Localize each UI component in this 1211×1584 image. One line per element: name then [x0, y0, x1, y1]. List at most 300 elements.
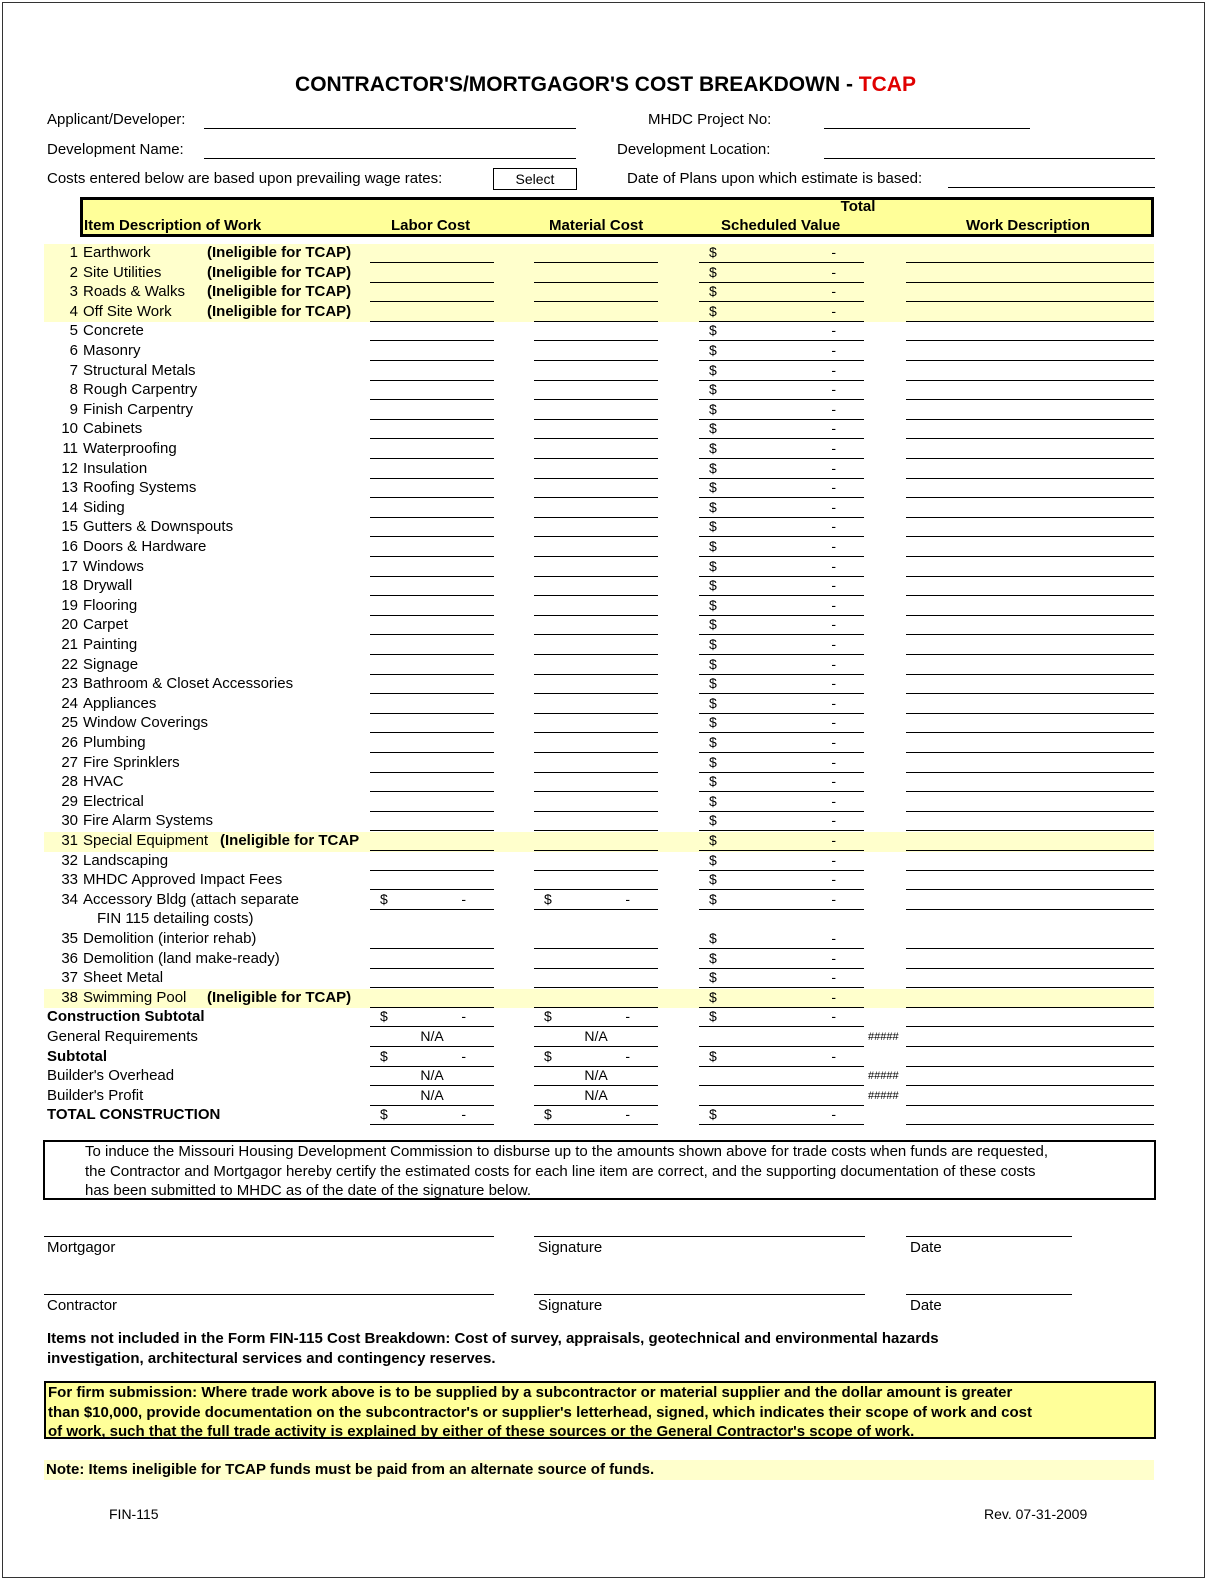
work-description-field[interactable] — [906, 577, 1154, 596]
labor-cost-na[interactable] — [370, 1028, 494, 1047]
labor-cost-field[interactable] — [370, 675, 494, 694]
work-description-field[interactable] — [906, 891, 1154, 910]
material-cost-field[interactable] — [534, 558, 658, 577]
labor-cost-field[interactable] — [370, 930, 494, 949]
table-row — [44, 342, 1154, 362]
dollar-sign: $ — [709, 263, 717, 280]
labor-cost-field[interactable] — [370, 695, 494, 714]
material-cost-field[interactable] — [534, 754, 658, 773]
table-row — [44, 793, 1154, 813]
zero-dash: - — [831, 577, 836, 594]
summary-row — [44, 1028, 1154, 1048]
labor-cost-field[interactable] — [370, 871, 494, 890]
work-description-field[interactable] — [906, 518, 1154, 537]
labor-cost-field[interactable] — [370, 440, 494, 459]
labor-cost-field[interactable] — [370, 989, 494, 1008]
zero-dash: - — [831, 753, 836, 770]
zero-dash: - — [831, 969, 836, 986]
dollar-sign: $ — [709, 577, 717, 594]
item-name: Earthwork — [83, 244, 151, 261]
item-name: HVAC — [83, 773, 124, 791]
material-cost-field[interactable] — [534, 714, 658, 733]
table-row — [44, 636, 1154, 656]
labor-cost-field[interactable] — [370, 322, 494, 341]
labor-cost-field[interactable] — [370, 656, 494, 675]
item-name: Roads & Walks — [83, 283, 185, 301]
col-work-header: Work Description — [966, 217, 1090, 234]
work-description-field[interactable] — [906, 558, 1154, 577]
labor-cost-field[interactable] — [370, 969, 494, 988]
labor-cost-na[interactable] — [370, 1067, 494, 1086]
labor-cost-field[interactable] — [370, 283, 494, 302]
total-value-field[interactable] — [699, 283, 864, 302]
work-description-field[interactable] — [906, 479, 1154, 498]
total-value-field[interactable] — [699, 616, 864, 635]
plans-date-field[interactable] — [948, 187, 1155, 188]
material-cost-field[interactable] — [534, 989, 658, 1008]
work-description-field[interactable] — [906, 714, 1154, 733]
total-value-field[interactable] — [699, 656, 864, 675]
material-cost-total[interactable] — [534, 1106, 658, 1125]
table-row — [44, 734, 1154, 754]
material-cost-field[interactable] — [534, 322, 658, 341]
labor-cost-field[interactable] — [370, 852, 494, 871]
work-description-field[interactable] — [906, 538, 1154, 557]
table-row — [44, 616, 1154, 636]
material-cost-field[interactable] — [534, 479, 658, 498]
item-name: Carpet — [83, 616, 129, 634]
mortgagor-date-line[interactable] — [906, 1236, 1072, 1237]
total-value-field[interactable] — [699, 342, 864, 361]
work-description-field[interactable] — [906, 440, 1154, 459]
work-description-field[interactable] — [906, 793, 1154, 812]
labor-cost-field[interactable] — [370, 773, 494, 792]
material-cost-na[interactable] — [534, 1067, 658, 1086]
project-no-field[interactable] — [824, 128, 1030, 129]
na-value: N/A — [584, 1028, 608, 1044]
dollar-sign: $ — [709, 832, 717, 848]
labor-cost-field[interactable] — [370, 303, 494, 322]
material-cost-field[interactable] — [534, 264, 658, 283]
total-value-field[interactable] — [699, 244, 864, 263]
labor-cost-field[interactable] — [370, 538, 494, 557]
table-row — [44, 322, 1154, 342]
labor-cost-total[interactable] — [370, 1008, 494, 1027]
work-description-field[interactable] — [906, 499, 1154, 518]
work-description-field[interactable] — [906, 1048, 1154, 1067]
certification-box — [43, 1140, 1156, 1200]
material-cost-field[interactable] — [534, 832, 658, 851]
work-description-field[interactable] — [906, 342, 1154, 361]
item-name: Concrete — [83, 322, 144, 340]
zero-dash: - — [831, 1008, 836, 1025]
dollar-sign: $ — [709, 420, 717, 437]
material-cost-field[interactable] — [534, 401, 658, 420]
labor-cost-field[interactable] — [370, 518, 494, 537]
item-name: Painting — [83, 636, 138, 653]
scheduled-value-field[interactable] — [699, 1087, 864, 1106]
dollar-sign: $ — [709, 890, 717, 907]
total-value-field[interactable] — [699, 930, 864, 949]
table-row — [44, 518, 1154, 538]
ineligible-note: (Ineligible for TCAP) — [207, 988, 352, 1006]
total-value-field[interactable] — [699, 597, 864, 616]
zero-dash: - — [831, 949, 836, 966]
zero-dash: - — [831, 616, 836, 633]
labor-cost-field[interactable] — [370, 891, 494, 910]
labor-cost-field[interactable] — [370, 264, 494, 283]
dollar-sign: $ — [709, 518, 717, 535]
total-value-field[interactable] — [699, 381, 864, 400]
zero-dash: - — [625, 1047, 630, 1064]
labor-cost-na[interactable] — [370, 1087, 494, 1106]
scheduled-value-field[interactable] — [699, 1067, 864, 1086]
work-description-field[interactable] — [906, 773, 1154, 792]
labor-cost-field[interactable] — [370, 499, 494, 518]
total-value-field[interactable] — [699, 969, 864, 988]
labor-cost-field[interactable] — [370, 362, 494, 381]
total-value-field[interactable] — [699, 734, 864, 753]
material-cost-field[interactable] — [534, 773, 658, 792]
material-cost-field[interactable] — [534, 303, 658, 322]
zero-dash: - — [831, 400, 836, 417]
total-value-field[interactable] — [699, 264, 864, 283]
work-description-field[interactable] — [906, 1028, 1154, 1047]
material-cost-na[interactable] — [534, 1028, 658, 1047]
labor-cost-field[interactable] — [370, 577, 494, 596]
work-description-field[interactable] — [906, 616, 1154, 635]
total-value-field[interactable] — [699, 479, 864, 498]
total-value-field[interactable] — [699, 754, 864, 773]
total-value-field[interactable] — [699, 675, 864, 694]
material-cost-field[interactable] — [534, 930, 658, 949]
material-cost-field[interactable] — [534, 734, 658, 753]
item-number: 4 — [69, 302, 78, 320]
table-row — [44, 558, 1154, 578]
table-row — [44, 440, 1154, 460]
dollar-sign: $ — [709, 734, 717, 750]
work-description-field[interactable] — [906, 283, 1154, 302]
zero-dash: - — [831, 1047, 836, 1064]
table-row — [44, 401, 1154, 421]
work-description-field[interactable] — [906, 401, 1154, 420]
material-cost-field[interactable] — [534, 695, 658, 714]
zero-dash: - — [831, 871, 836, 888]
title-text: CONTRACTOR'S/MORTGAGOR'S COST BREAKDOWN - — [295, 73, 859, 96]
labor-cost-field[interactable] — [370, 832, 494, 851]
material-cost-total[interactable] — [534, 1008, 658, 1027]
total-value-field[interactable] — [699, 460, 864, 479]
work-description-field[interactable] — [906, 852, 1154, 871]
table-header — [80, 197, 1154, 237]
mortgagor-label: Mortgagor — [47, 1239, 116, 1256]
item-number: 33 — [61, 871, 78, 889]
total-value-field[interactable] — [699, 362, 864, 381]
material-cost-field[interactable] — [534, 538, 658, 557]
material-cost-field[interactable] — [534, 675, 658, 694]
total-value-field[interactable] — [699, 714, 864, 733]
labor-cost-field[interactable] — [370, 734, 494, 753]
item-number: 17 — [61, 557, 78, 575]
work-description-field[interactable] — [906, 656, 1154, 675]
material-cost-field[interactable] — [534, 636, 658, 655]
dollar-sign: $ — [709, 538, 717, 554]
certification-line: the Contractor and Mortgagor hereby certify the estimated costs for each line item are correct, and the supporting documentation of these costs — [85, 1162, 1036, 1180]
labor-cost-field[interactable] — [370, 597, 494, 616]
labor-cost-field[interactable] — [370, 244, 494, 263]
contractor-sig-line[interactable] — [534, 1294, 865, 1295]
total-value-field[interactable] — [699, 420, 864, 439]
dev-name-field[interactable] — [204, 158, 576, 159]
material-cost-field[interactable] — [534, 871, 658, 890]
excluded-items-note-2: investigation, architectural services and contingency reserves. — [47, 1350, 496, 1367]
item-number: 9 — [69, 400, 78, 418]
zero-dash: - — [831, 714, 836, 731]
item-name: Accessory Bldg (attach separate — [83, 890, 299, 908]
item-number: 16 — [61, 538, 78, 555]
material-cost-field[interactable] — [534, 244, 658, 263]
total-value-field[interactable] — [699, 832, 864, 851]
labor-cost-field[interactable] — [370, 950, 494, 969]
work-description-field[interactable] — [906, 1067, 1154, 1086]
mortgagor-signature-line[interactable] — [44, 1236, 494, 1237]
dollar-sign: $ — [709, 871, 717, 888]
zero-dash: - — [831, 890, 836, 907]
total-value-field[interactable] — [699, 989, 864, 1008]
work-description-field[interactable] — [906, 1087, 1154, 1106]
table-row — [44, 852, 1154, 872]
work-description-field[interactable] — [906, 989, 1154, 1008]
contractor-signature-line[interactable] — [44, 1294, 494, 1295]
work-description-field[interactable] — [906, 734, 1154, 753]
labor-cost-field[interactable] — [370, 812, 494, 831]
overflow-hash: ##### — [868, 1070, 899, 1083]
na-value: N/A — [420, 1067, 444, 1084]
dollar-sign: $ — [380, 1008, 388, 1025]
work-description-field[interactable] — [906, 381, 1154, 400]
zero-dash: - — [831, 557, 836, 574]
contractor-label: Contractor — [47, 1297, 118, 1314]
work-description-field[interactable] — [906, 420, 1154, 439]
total-value-field[interactable] — [699, 773, 864, 792]
col-total-header-1: Total — [840, 198, 876, 215]
material-cost-field[interactable] — [534, 342, 658, 361]
total-value-field[interactable] — [699, 401, 864, 420]
total-value-field[interactable] — [699, 303, 864, 322]
item-name: Roofing Systems — [83, 479, 197, 497]
item-number: 37 — [61, 969, 78, 987]
labor-cost-field[interactable] — [370, 714, 494, 733]
labor-cost-total[interactable] — [370, 1106, 494, 1125]
applicant-field[interactable] — [204, 128, 576, 129]
work-description-field[interactable] — [906, 597, 1154, 616]
item-name: Structural Metals — [83, 361, 196, 379]
work-description-field[interactable] — [906, 362, 1154, 381]
total-value-field[interactable] — [699, 695, 864, 714]
work-description-field[interactable] — [906, 636, 1154, 655]
work-description-field[interactable] — [906, 930, 1154, 949]
total-value-field[interactable] — [699, 577, 864, 596]
dollar-sign: $ — [709, 694, 717, 711]
item-number: 14 — [61, 498, 78, 516]
wage-label: Costs entered below are based upon prevailing wage rates: — [47, 170, 443, 187]
item-number: 2 — [69, 263, 78, 281]
material-cost-field[interactable] — [534, 812, 658, 831]
item-name: Plumbing — [83, 734, 146, 751]
table-row — [44, 969, 1154, 989]
zero-dash: - — [461, 890, 466, 907]
labor-cost-field[interactable] — [370, 616, 494, 635]
total-value-field[interactable] — [699, 871, 864, 890]
material-cost-na[interactable] — [534, 1087, 658, 1106]
dollar-sign: $ — [709, 596, 717, 613]
work-description-field[interactable] — [906, 264, 1154, 283]
material-cost-field[interactable] — [534, 969, 658, 988]
labor-cost-field[interactable] — [370, 479, 494, 498]
zero-dash: - — [831, 479, 836, 496]
labor-cost-field[interactable] — [370, 342, 494, 361]
total-value-field[interactable] — [699, 793, 864, 812]
material-cost-field[interactable] — [534, 420, 658, 439]
total-value-field[interactable] — [699, 322, 864, 341]
zero-dash: - — [831, 851, 836, 868]
scheduled-value-total[interactable] — [699, 1008, 864, 1027]
material-cost-field[interactable] — [534, 440, 658, 459]
table-row — [44, 714, 1154, 734]
contractor-date-line[interactable] — [906, 1294, 1072, 1295]
table-row — [44, 597, 1154, 617]
material-cost-field[interactable] — [534, 460, 658, 479]
material-cost-field[interactable] — [534, 597, 658, 616]
dollar-sign: $ — [709, 969, 717, 986]
total-value-field[interactable] — [699, 499, 864, 518]
item-name: Signage — [83, 655, 139, 673]
scheduled-value-total[interactable] — [699, 1106, 864, 1125]
labor-cost-field[interactable] — [370, 793, 494, 812]
item-number: 21 — [61, 636, 78, 653]
work-description-field[interactable] — [906, 950, 1154, 969]
scheduled-value-field[interactable] — [699, 1028, 864, 1047]
item-name: Waterproofing — [83, 440, 177, 457]
total-value-field[interactable] — [699, 558, 864, 577]
labor-cost-field[interactable] — [370, 754, 494, 773]
material-cost-field[interactable] — [534, 577, 658, 596]
table-row — [44, 832, 1154, 852]
material-cost-field[interactable] — [534, 793, 658, 812]
work-description-field[interactable] — [906, 675, 1154, 694]
material-cost-field[interactable] — [534, 616, 658, 635]
work-description-field[interactable] — [906, 1106, 1154, 1125]
work-description-field[interactable] — [906, 460, 1154, 479]
table-row — [44, 264, 1154, 284]
labor-cost-field[interactable] — [370, 401, 494, 420]
item-name: Doors & Hardware — [83, 538, 207, 555]
item-number: 22 — [61, 655, 78, 673]
work-description-field[interactable] — [906, 695, 1154, 714]
total-value-field[interactable] — [699, 518, 864, 537]
material-cost-field[interactable] — [534, 362, 658, 381]
work-description-field[interactable] — [906, 812, 1154, 831]
labor-cost-field[interactable] — [370, 636, 494, 655]
item-number: 27 — [61, 753, 78, 771]
col-material-header: Material Cost — [549, 217, 644, 234]
zero-dash: - — [831, 342, 836, 358]
work-description-field[interactable] — [906, 871, 1154, 890]
scheduled-value-total[interactable] — [699, 1048, 864, 1067]
material-cost-field[interactable] — [534, 518, 658, 537]
summary-row — [44, 1067, 1154, 1087]
material-cost-field[interactable] — [534, 656, 658, 675]
dev-location-field[interactable] — [824, 158, 1155, 159]
work-description-field[interactable] — [906, 969, 1154, 988]
certification-line: has been submitted to MHDC as of the date of the signature below. — [85, 1182, 532, 1199]
dollar-sign: $ — [709, 1106, 717, 1123]
material-cost-field[interactable] — [534, 891, 658, 910]
zero-dash: - — [831, 832, 836, 848]
item-number: 29 — [61, 792, 78, 810]
work-description-field[interactable] — [906, 832, 1154, 851]
work-description-field[interactable] — [906, 1008, 1154, 1027]
table-row — [44, 362, 1154, 382]
work-description-field[interactable] — [906, 754, 1154, 773]
labor-cost-field[interactable] — [370, 420, 494, 439]
dollar-sign: $ — [709, 400, 717, 417]
work-description-field[interactable] — [906, 303, 1154, 322]
total-value-field[interactable] — [699, 538, 864, 557]
wage-select[interactable]: Select — [493, 168, 577, 190]
total-value-field[interactable] — [699, 950, 864, 969]
zero-dash: - — [461, 1008, 466, 1025]
dollar-sign: $ — [544, 1047, 552, 1064]
signature-label: Signature — [538, 1239, 603, 1256]
mortgagor-sig-line[interactable] — [534, 1236, 865, 1237]
material-cost-field[interactable] — [534, 499, 658, 518]
labor-cost-field[interactable] — [370, 381, 494, 400]
item-number: 10 — [61, 420, 78, 438]
total-value-field[interactable] — [699, 440, 864, 459]
work-description-field[interactable] — [906, 244, 1154, 263]
material-cost-field[interactable] — [534, 950, 658, 969]
total-value-field[interactable] — [699, 852, 864, 871]
total-value-field[interactable] — [699, 812, 864, 831]
total-value-field[interactable] — [699, 891, 864, 910]
labor-cost-field[interactable] — [370, 460, 494, 479]
material-cost-total[interactable] — [534, 1048, 658, 1067]
dollar-sign: $ — [709, 812, 717, 829]
material-cost-field[interactable] — [534, 852, 658, 871]
total-value-field[interactable] — [699, 636, 864, 655]
applicant-label: Applicant/Developer: — [47, 111, 186, 128]
table-row — [44, 812, 1154, 832]
labor-cost-field[interactable] — [370, 558, 494, 577]
material-cost-field[interactable] — [534, 381, 658, 400]
item-name: Insulation — [83, 459, 148, 477]
work-description-field[interactable] — [906, 322, 1154, 341]
zero-dash: - — [625, 890, 630, 907]
item-number: 7 — [69, 361, 78, 379]
zero-dash: - — [831, 361, 836, 378]
table-row — [44, 773, 1154, 793]
table-row — [44, 754, 1154, 774]
item-name: Site Utilities — [83, 263, 162, 281]
material-cost-field[interactable] — [534, 283, 658, 302]
zero-dash: - — [831, 1106, 836, 1123]
col-labor-header: Labor Cost — [391, 217, 471, 234]
dollar-sign: $ — [709, 302, 717, 319]
title-accent: TCAP — [858, 73, 916, 96]
labor-cost-total[interactable] — [370, 1048, 494, 1067]
dollar-sign: $ — [709, 773, 717, 790]
